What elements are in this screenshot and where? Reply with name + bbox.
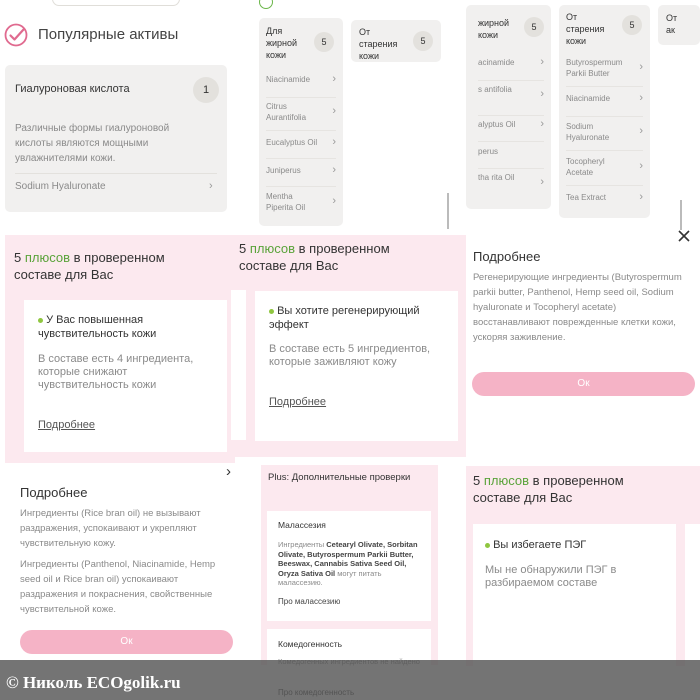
more-link[interactable]: Подробнее — [269, 396, 327, 408]
malassezia-prefix: Ингредиенты — [278, 540, 325, 549]
chevron-right-icon[interactable]: › — [209, 180, 213, 192]
bullet-dot — [485, 543, 490, 548]
malassezia-card — [267, 511, 431, 621]
card-count-badge: 1 — [193, 77, 219, 103]
item-desc: В составе есть 5 ингредиентов, которые заживляют кожу — [269, 343, 431, 368]
popular-actives-title: Популярные активы — [38, 26, 179, 43]
malassezia-suffix: могут питать малассезию. — [278, 568, 382, 587]
details-text-1: Ингредиенты (Rice bran oil) не вызывают раздражения, успокаивают и укрепляют чувствительную кожу. — [20, 508, 201, 549]
plus-card — [473, 524, 676, 666]
details-text: Регенерирующие ингредиенты (Butyrospermum parkii butter, Panthenol, Hemp seed oil, Sodium hyaluronate и Tocopheryl acetate) восстанавливают поврежденные клетки кожи, ускоряя заживление. — [473, 272, 682, 343]
acne-column-cut[interactable]: От ак — [658, 5, 700, 45]
card-title: Гиалуроновая кислота — [15, 83, 130, 95]
plus-card — [24, 300, 227, 452]
ok-button[interactable]: Ок — [20, 630, 233, 654]
additional-checks-panel — [261, 465, 438, 665]
oily-skin-count: 5 — [314, 32, 334, 52]
card-description: Различные формы гиалуроновой кислоты являются мощными увлажнителями кожи. — [15, 123, 170, 164]
oily-item-3[interactable]: Eucalyptus Oil › — [266, 138, 336, 159]
check-icon — [4, 23, 28, 47]
oily-item-1[interactable]: Niacinamide › — [266, 75, 336, 98]
watermark-text: © Николь ECOgolik.ru — [6, 673, 181, 692]
oily-skin-column-cut[interactable]: жирной кожи 5 acinamide › s antifolia › alyptus Oil › perus tha rita Oil › — [466, 5, 551, 209]
item-title: Вы избегаете ПЭГ — [493, 539, 587, 551]
plus-panel-sensitivity — [5, 235, 235, 463]
additional-checks-title: Plus: Дополнительные проверки — [268, 472, 411, 483]
bullet-dot — [269, 309, 274, 314]
chevron-right-icon[interactable]: › — [226, 463, 231, 480]
plus-heading: 5 плюсов в проверенном составе для Вас — [239, 241, 390, 273]
card-item[interactable]: Sodium Hyaluronate — [15, 181, 106, 192]
item-desc: Мы не обнаружили ПЭГ в разбираемом составе — [485, 564, 617, 589]
anti-aging-column[interactable] — [351, 20, 441, 62]
oily-skin-title: Для жирной кожи — [266, 26, 298, 60]
plus-panel-peg — [466, 466, 700, 666]
item-desc: В составе есть 4 ингредиента, которые снижают чувствительность кожи — [38, 353, 194, 391]
green-check-icon — [259, 0, 273, 9]
more-link[interactable]: Подробнее — [38, 419, 96, 431]
top-pill-fragment — [52, 0, 180, 6]
hyaluronic-card[interactable] — [5, 65, 227, 212]
close-icon[interactable] — [677, 229, 691, 243]
details-text-2: Ингредиенты (Panthenol, Niacinamide, Hemp seed oil и Rice bran oil) успокаивают раздражения и покраснения, свойственные чувствительной коже. — [20, 559, 216, 615]
ok-button[interactable]: Ок — [472, 372, 695, 396]
anti-aging-column-full[interactable]: От старения кожи 5 Butyrospermum Parkii Butter › Niacinamide › Sodium Hyaluronate › Tocopheryl Acetate › Tea Extract › — [559, 5, 650, 218]
item-title: Вы хотите регенерирующий эффект — [269, 305, 420, 331]
plus-heading: 5 плюсов в проверенном составе для Вас — [14, 250, 165, 282]
oily-item-2[interactable]: Citrus Aurantifolia › — [266, 101, 336, 131]
bullet-dot — [38, 318, 43, 323]
scroll-indicator — [447, 193, 449, 229]
oily-skin-column[interactable] — [259, 18, 343, 226]
oily-item-5[interactable]: Mentha Piperita Oil › — [266, 192, 336, 212]
comedogenic-title: Комедогенность — [278, 639, 343, 649]
malassezia-link[interactable]: Про малассезию — [278, 597, 341, 606]
anti-aging-count: 5 — [413, 31, 433, 51]
malassezia-ingredients: Cetearyl Olivate, Sorbitan Olivate, Butyrospermum Parkii Butter, Beeswax, Cannabis Sativa Seed Oil, Oryza Sativa Oil — [278, 540, 418, 578]
plus-card — [255, 291, 458, 441]
anti-aging-title: От старения кожи — [359, 27, 398, 61]
oily-item-4[interactable]: Juniperus › — [266, 166, 336, 187]
plus-heading: 5 плюсов в проверенном составе для Вас — [473, 473, 624, 505]
item-title: У Вас повышенная чувствительность кожи — [38, 314, 157, 340]
details-title: Подробнее — [473, 249, 541, 264]
details-title: Подробнее — [20, 485, 88, 500]
malassezia-title: Малассезия — [278, 520, 326, 530]
plus-panel-regeneration — [231, 235, 466, 457]
